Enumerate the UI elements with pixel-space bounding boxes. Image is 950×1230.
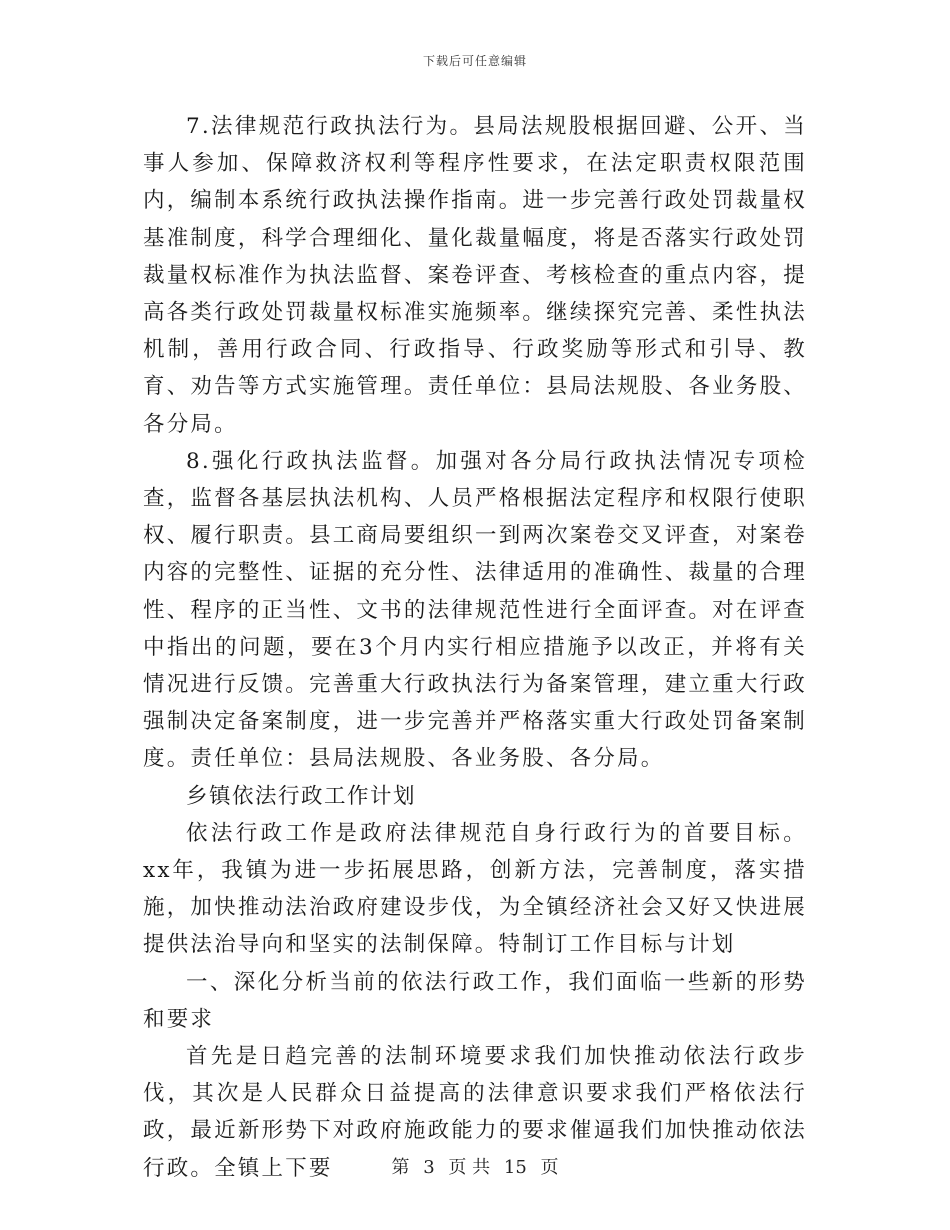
paragraph-item-8: 8.强化行政执法监督。加强对各分局行政执法情况专项检查，监督各基层执法机构、人员严格根据法定程序和权限行使职权、履行职责。县工商局要组织一到两次案卷交叉评查，对案卷内容的完整性、证据的充分性、法律适用的准确性、裁量的合理性、程序的正当性、文书的法律规范性进行全面评查。对在评查中指出的问题，要在3个月内实行相应措施予以改正，并将有关情况进行反馈。完善重大行政执法行为备案管理，建立重大行政强制决定备案制度，进一步完善并严格落实重大行政处罚备案制度。责任单位：县局法规股、各业务股、各分局。 xyxy=(143,448,807,772)
footer-suffix: 页 xyxy=(540,1157,559,1178)
paragraph-item-7: 7.法律规范行政执法行为。县局法规股根据回避、公开、当事人参加、保障救济权利等程序性要求，在法定职责权限范围内，编制本系统行政执法操作指南。进一步完善行政处罚裁量权基准制度，科学合理细化、量化裁量幅度，将是否落实行政处罚裁量权标准作为执法监督、案卷评查、考核检查的重点内容，提高各类行政处罚裁量权标准实施频率。继续探究完善、柔性执法机制，善用行政合同、行政指导、行政奖励等形式和引导、教育、劝告等方式实施管理。责任单位：县局法规股、各业务股、各分局。 xyxy=(143,114,807,437)
document-body xyxy=(143,108,807,1187)
total-pages-number: 15 xyxy=(503,1157,527,1178)
footer-prefix: 第 xyxy=(391,1157,410,1178)
paragraph-heading-one: 一、深化分析当前的依法行政工作，我们面临一些新的形势和要求 xyxy=(143,969,807,1032)
paragraph-first: 首先是日趋完善的法制环境要求我们加快推动依法行政步伐，其次是人民群众日益提高的法律意识要求我们严格依法行政，最近新形势下对政府施政能力的要求催逼我们加快推动依法行政。全镇上下要 xyxy=(143,1044,807,1181)
paragraph-intro: 依法行政工作是政府法律规范自身行政行为的首要目标。xx年，我镇为进一步拓展思路，创新方法，完善制度，落实措施，加快推动法治政府建设步伐，为全镇经济社会又好又快进展提供法治导向和坚实的法制保障。特制订工作目标与计划 xyxy=(143,820,807,958)
current-page-number: 3 xyxy=(423,1157,435,1178)
page-footer xyxy=(0,1153,950,1179)
footer-middle: 页 共 xyxy=(448,1157,491,1178)
section-title: 乡镇依法行政工作计划 xyxy=(186,783,417,809)
page-header: 下载后可任意编辑 xyxy=(422,54,527,68)
